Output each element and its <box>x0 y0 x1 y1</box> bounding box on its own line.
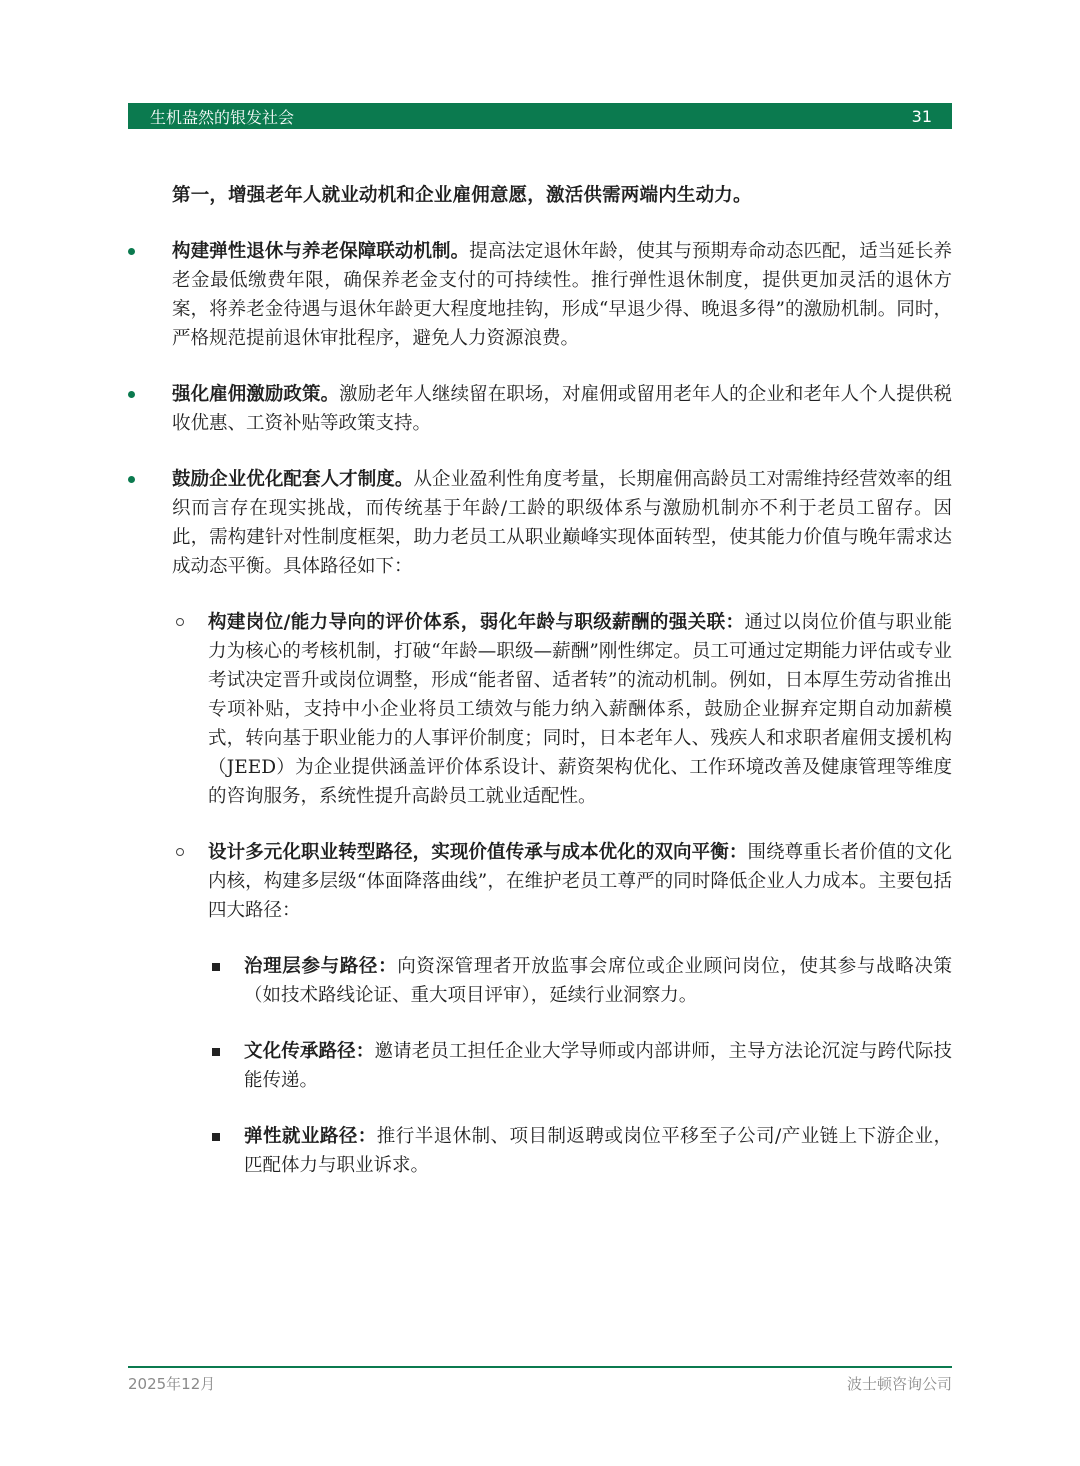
section-intro: 第一，增强老年人就业动机和企业雇佣意愿，激活供需两端内生动力。 <box>172 185 752 206</box>
bullet-text: 从企业盈利性角度考量，长期雇佣高龄员工对需维持经营效率的组织而言存在现实挑战，而传统基于年龄/工龄的职级体系与激励机制亦不利于老员工留存。因此，需构建针对性制度框架，助力老员工从职业巅峰实现体面转型，使其能力价值与晚年需求达成动态平衡。具体路径如下： <box>172 469 952 577</box>
path-lead: 文化传承路径： <box>244 1041 375 1062</box>
sub-bullet-lead: 构建岗位/能力导向的评价体系，弱化年龄与职级薪酬的强关联： <box>208 612 745 633</box>
sub-bullet-lead: 设计多元化职业转型路径，实现价值传承与成本优化的双向平衡： <box>208 842 748 863</box>
footer-company: 波士顿咨询公司 <box>846 1375 952 1393</box>
hollow-circle-bullet-icon <box>176 618 184 626</box>
page-header <box>128 103 952 129</box>
footer-date: 2025年12月 <box>128 1375 216 1393</box>
bullet-item <box>128 380 952 438</box>
bullet-dot-icon <box>128 248 135 255</box>
path-text: 邀请老员工担任企业大学导师或内部讲师，主导方法论沉淀与跨代际技能传递。 <box>244 1041 952 1091</box>
document-body <box>128 181 952 1207</box>
bullet-dot-icon <box>128 476 135 483</box>
path-lead: 弹性就业路径： <box>244 1126 377 1147</box>
header-title: 生机盎然的银发社会 <box>150 107 295 127</box>
path-item <box>128 952 952 1010</box>
path-item <box>128 1122 952 1180</box>
footer-divider <box>128 1366 952 1368</box>
path-text: 推行半退休制、项目制返聘或岗位平移至子公司/产业链上下游企业，匹配体力与职业诉求。 <box>244 1126 952 1176</box>
bullet-text: 提高法定退休年龄，使其与预期寿命动态匹配，适当延长养老金最低缴费年限，确保养老金支付的可持续性。推行弹性退休制度，提供更加灵活的退休方案，将养老金待遇与退休年龄更大程度地挂钩，形成“早退少得、晚退多得”的激励机制。同时，严格规范提前退休审批程序，避免人力资源浪费。 <box>172 241 952 349</box>
path-text: 向资深管理者开放监事会席位或企业顾问岗位，使其参与战略决策（如技术路线论证、重大项目评审），延续行业洞察力。 <box>244 956 952 1006</box>
bullet-lead: 构建弹性退休与养老保障联动机制。 <box>172 241 470 262</box>
bullet-lead: 强化雇佣激励政策。 <box>172 384 340 405</box>
page-footer <box>128 1373 952 1394</box>
bullet-item <box>128 465 952 581</box>
sub-bullet-text: 通过以岗位价值与职业能力为核心的考核机制，打破“年龄—职级—薪酬”刚性绑定。员工可通过定期能力评估或专业考试决定晋升或岗位调整，形成“能者留、适者转”的流动机制。例如，日本厚生劳动省推出专项补贴，支持中小企业将员工绩效与能力纳入薪酬体系，鼓励企业摒弃定期自动加薪模式，转向基于职业能力的人事评价制度；同时，日本老年人、残疾人和求职者雇佣支援机构（JEED）为企业提供涵盖评价体系设计、薪资架构优化、工作环境改善及健康管理等维度的咨询服务，系统性提升高龄员工就业适配性。 <box>208 612 952 807</box>
bullet-text: 激励老年人继续留在职场，对雇佣或留用老年人的企业和老年人个人提供税收优惠、工资补贴等政策支持。 <box>172 384 952 434</box>
bullet-item <box>128 237 952 353</box>
sub-bullet-text: 围绕尊重长者价值的文化内核，构建多层级“体面降落曲线”，在维护老员工尊严的同时降低企业人力成本。主要包括四大路径： <box>208 842 952 921</box>
page-number: 31 <box>911 106 932 126</box>
square-bullet-icon <box>212 963 220 971</box>
path-lead: 治理层参与路径： <box>244 956 398 977</box>
path-item <box>128 1037 952 1095</box>
sub-bullet-item <box>128 838 952 925</box>
hollow-circle-bullet-icon <box>176 848 184 856</box>
bullet-dot-icon <box>128 391 135 398</box>
square-bullet-icon <box>212 1048 220 1056</box>
square-bullet-icon <box>212 1133 220 1141</box>
bullet-lead: 鼓励企业优化配套人才制度。 <box>172 469 414 490</box>
sub-bullet-item <box>128 608 952 811</box>
